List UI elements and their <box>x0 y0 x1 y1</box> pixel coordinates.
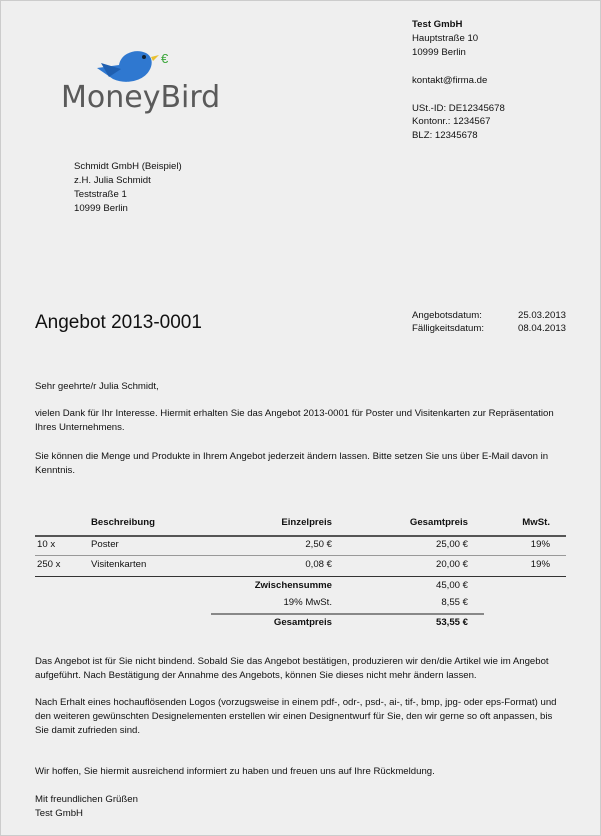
description: Visitenkarten <box>91 559 147 570</box>
recipient-city: 10999 Berlin <box>74 203 128 214</box>
svg-text:€: € <box>161 51 169 66</box>
tax-label: 19% MwSt. <box>283 597 332 608</box>
unit-price: 2,50 € <box>305 539 332 550</box>
vat: 19% <box>530 559 550 570</box>
header-total: Gesamtpreis <box>409 517 468 528</box>
closing-line: Mit freundlichen Grüßen <box>35 794 138 805</box>
grand-total-value: 53,55 € <box>435 617 468 628</box>
qty: 250 x <box>37 559 61 570</box>
offer-date-value: 25.03.2013 <box>517 310 566 321</box>
tax-value: 8,55 € <box>441 597 468 608</box>
sender-city: 10999 Berlin <box>412 47 466 58</box>
page-title: Angebot 2013-0001 <box>35 312 202 333</box>
sender-name: Test GmbH <box>412 19 463 30</box>
header-unit-price: Einzelpreis <box>281 517 332 528</box>
unit-price: 0,08 € <box>305 559 332 570</box>
qty: 10 x <box>37 539 56 550</box>
recipient-street: Teststraße 1 <box>74 189 127 200</box>
sender-vat-id: USt.-ID: DE12345678 <box>412 103 505 114</box>
outro-paragraph: Das Angebot ist für Sie nicht bindend. Sobald Sie das Angebot bestätigen, produzieren wir den/die Artikel wie im Angebot aufgeführt. Nach Bestätigung der Annahme des Angebots, können Sie dieses nicht mehr ändern lassen. <box>35 656 549 682</box>
offer-date-label: Angebotsdatum: <box>412 310 482 321</box>
total: 25,00 € <box>435 539 468 550</box>
logo-text: MoneyBird <box>61 80 221 115</box>
sender-email: kontakt@firma.de <box>412 75 488 86</box>
closing-company: Test GmbH <box>35 808 83 819</box>
recipient-company: Schmidt GmbH (Beispiel) <box>74 161 182 172</box>
subtotal-label: Zwischensumme <box>254 580 332 591</box>
header-vat: MwSt. <box>522 517 550 528</box>
intro-paragraph: Sie können die Menge und Produkte in Ihrem Angebot jederzeit ändern lassen. Bitte setzen Sie uns über E-Mail davon in Kenntnis. <box>35 451 549 477</box>
grand-total-label: Gesamtpreis <box>273 617 332 628</box>
outro-paragraph: Nach Erhalt eines hochauflösenden Logos (vorzugsweise in einem pdf-, odr-, psd-, ai-, tif-, bmp, jpg- oder eps-Format) und den weiteren gewünschten Designelementen erstellen wir einen Designentwurf für Sie, den wir gerne so oft anpassen, bis Sie damit zufrieden sind. <box>35 697 557 737</box>
sender-account: Kontonr.: 1234567 <box>412 116 491 127</box>
greeting: Sehr geehrte/r Julia Schmidt, <box>35 381 159 392</box>
total: 20,00 € <box>435 559 468 570</box>
outro-paragraph: Wir hoffen, Sie hiermit ausreichend informiert zu haben und freuen uns auf Ihre Rückmeldung. <box>35 766 435 777</box>
description: Poster <box>91 539 119 550</box>
intro-paragraph: vielen Dank für Ihr Interesse. Hiermit erhalten Sie das Angebot 2013-0001 für Poster und Visitenkarten zur Repräsentation Ihres Unternehmens. <box>35 408 554 434</box>
due-date-value: 08.04.2013 <box>517 323 566 334</box>
sender-street: Hauptstraße 10 <box>412 33 479 44</box>
header-description: Beschreibung <box>91 517 155 528</box>
subtotal-value: 45,00 € <box>435 580 468 591</box>
vat: 19% <box>530 539 550 550</box>
recipient-attn: z.H. Julia Schmidt <box>74 175 151 186</box>
sender-blz: BLZ: 12345678 <box>412 130 478 141</box>
due-date-label: Fälligkeitsdatum: <box>412 323 484 334</box>
